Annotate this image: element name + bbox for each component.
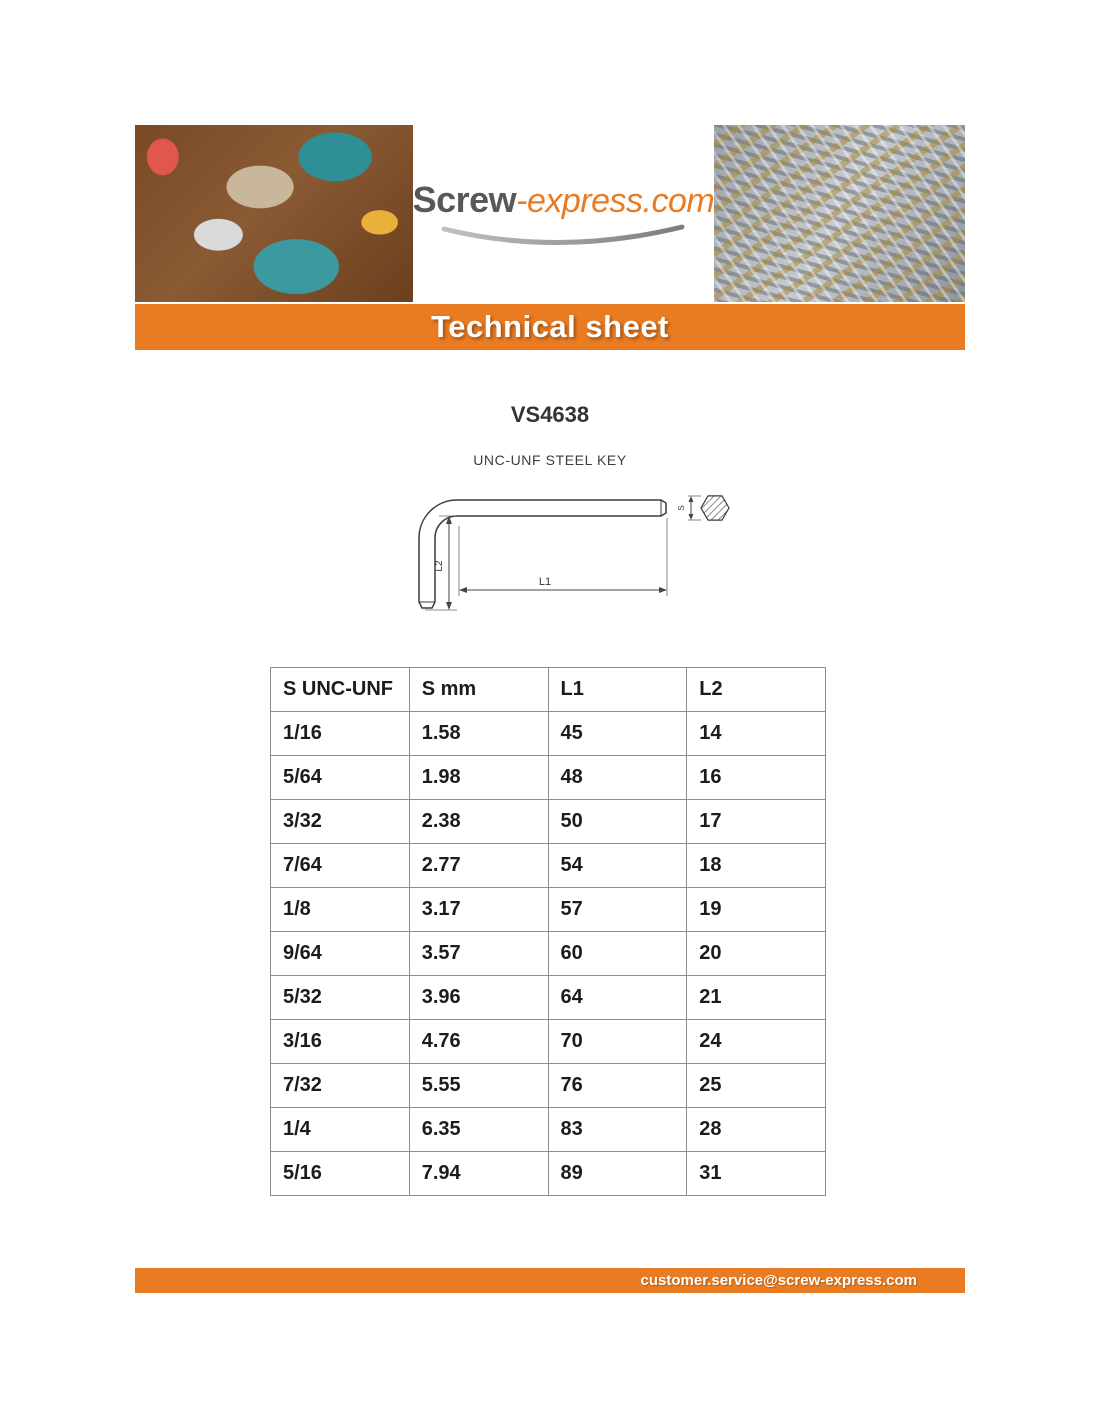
table-row bbox=[271, 976, 826, 1020]
brand-logo-text bbox=[413, 179, 715, 221]
table-cell: 28 bbox=[687, 1108, 826, 1152]
brand-logo bbox=[413, 125, 715, 302]
table-cell: 1.58 bbox=[409, 712, 548, 756]
table-cell: 1/4 bbox=[271, 1108, 410, 1152]
table-cell: 54 bbox=[548, 844, 687, 888]
column-header: S UNC-UNF bbox=[271, 668, 410, 712]
table-cell: 60 bbox=[548, 932, 687, 976]
hex-key-drawing bbox=[395, 482, 755, 632]
table-cell: 89 bbox=[548, 1152, 687, 1196]
spec-table bbox=[270, 667, 826, 1196]
table-cell: 16 bbox=[687, 756, 826, 800]
table-cell: 21 bbox=[687, 976, 826, 1020]
column-header: L2 bbox=[687, 668, 826, 712]
table-cell: 7/64 bbox=[271, 844, 410, 888]
table-cell: 3/16 bbox=[271, 1020, 410, 1064]
table-row bbox=[271, 888, 826, 932]
banner-title: Technical sheet bbox=[431, 309, 669, 344]
table-cell: 1/16 bbox=[271, 712, 410, 756]
header-banner bbox=[135, 125, 965, 302]
table-cell: 2.77 bbox=[409, 844, 548, 888]
table-cell: 6.35 bbox=[409, 1108, 548, 1152]
product-name: UNC-UNF STEEL KEY bbox=[473, 452, 627, 468]
table-cell: 7.94 bbox=[409, 1152, 548, 1196]
table-cell: 5/16 bbox=[271, 1152, 410, 1196]
table-cell: 70 bbox=[548, 1020, 687, 1064]
key-diagram bbox=[395, 482, 755, 632]
table-header-row bbox=[271, 668, 826, 712]
table-cell: 3.96 bbox=[409, 976, 548, 1020]
spec-table-body bbox=[271, 712, 826, 1196]
table-row bbox=[271, 1020, 826, 1064]
table-cell: 7/32 bbox=[271, 1064, 410, 1108]
column-header: L1 bbox=[548, 668, 687, 712]
table-cell: 57 bbox=[548, 888, 687, 932]
logo-suffix-text: -express.com bbox=[516, 181, 715, 220]
table-cell: 45 bbox=[548, 712, 687, 756]
table-cell: 5.55 bbox=[409, 1064, 548, 1108]
table-cell: 4.76 bbox=[409, 1020, 548, 1064]
table-cell: 25 bbox=[687, 1064, 826, 1108]
table-row bbox=[271, 1064, 826, 1108]
table-cell: 14 bbox=[687, 712, 826, 756]
table-cell: 9/64 bbox=[271, 932, 410, 976]
table-cell: 5/64 bbox=[271, 756, 410, 800]
dim-label-s: S bbox=[677, 505, 686, 511]
product-code: VS4638 bbox=[510, 402, 590, 427]
table-row bbox=[271, 932, 826, 976]
table-cell: 48 bbox=[548, 756, 687, 800]
dim-label-l2: L2 bbox=[434, 560, 445, 572]
logo-swoosh bbox=[438, 223, 688, 249]
logo-brand-text: Screw bbox=[412, 178, 517, 220]
table-cell: 1/8 bbox=[271, 888, 410, 932]
table-cell: 2.38 bbox=[409, 800, 548, 844]
table-cell: 20 bbox=[687, 932, 826, 976]
footer-email: customer.service@screw-express.com bbox=[640, 1272, 917, 1289]
table-cell: 17 bbox=[687, 800, 826, 844]
table-cell: 83 bbox=[548, 1108, 687, 1152]
screws-photo bbox=[714, 125, 965, 302]
table-cell: 50 bbox=[548, 800, 687, 844]
table-cell: 64 bbox=[548, 976, 687, 1020]
column-header: S mm bbox=[409, 668, 548, 712]
table-cell: 31 bbox=[687, 1152, 826, 1196]
table-row bbox=[271, 712, 826, 756]
table-row bbox=[271, 1152, 826, 1196]
table-cell: 3.17 bbox=[409, 888, 548, 932]
dim-label-l1: L1 bbox=[538, 576, 552, 588]
table-cell: 76 bbox=[548, 1064, 687, 1108]
technical-sheet-bar bbox=[135, 304, 965, 350]
table-row bbox=[271, 756, 826, 800]
workbench-photo bbox=[135, 125, 413, 302]
table-cell: 3/32 bbox=[271, 800, 410, 844]
table-cell: 18 bbox=[687, 844, 826, 888]
table-row bbox=[271, 844, 826, 888]
table-row bbox=[271, 1108, 826, 1152]
table-cell: 1.98 bbox=[409, 756, 548, 800]
table-cell: 5/32 bbox=[271, 976, 410, 1020]
hex-cross-section bbox=[701, 496, 729, 520]
table-cell: 19 bbox=[687, 888, 826, 932]
table-cell: 24 bbox=[687, 1020, 826, 1064]
footer-bar bbox=[135, 1268, 965, 1293]
table-cell: 3.57 bbox=[409, 932, 548, 976]
table-row bbox=[271, 800, 826, 844]
